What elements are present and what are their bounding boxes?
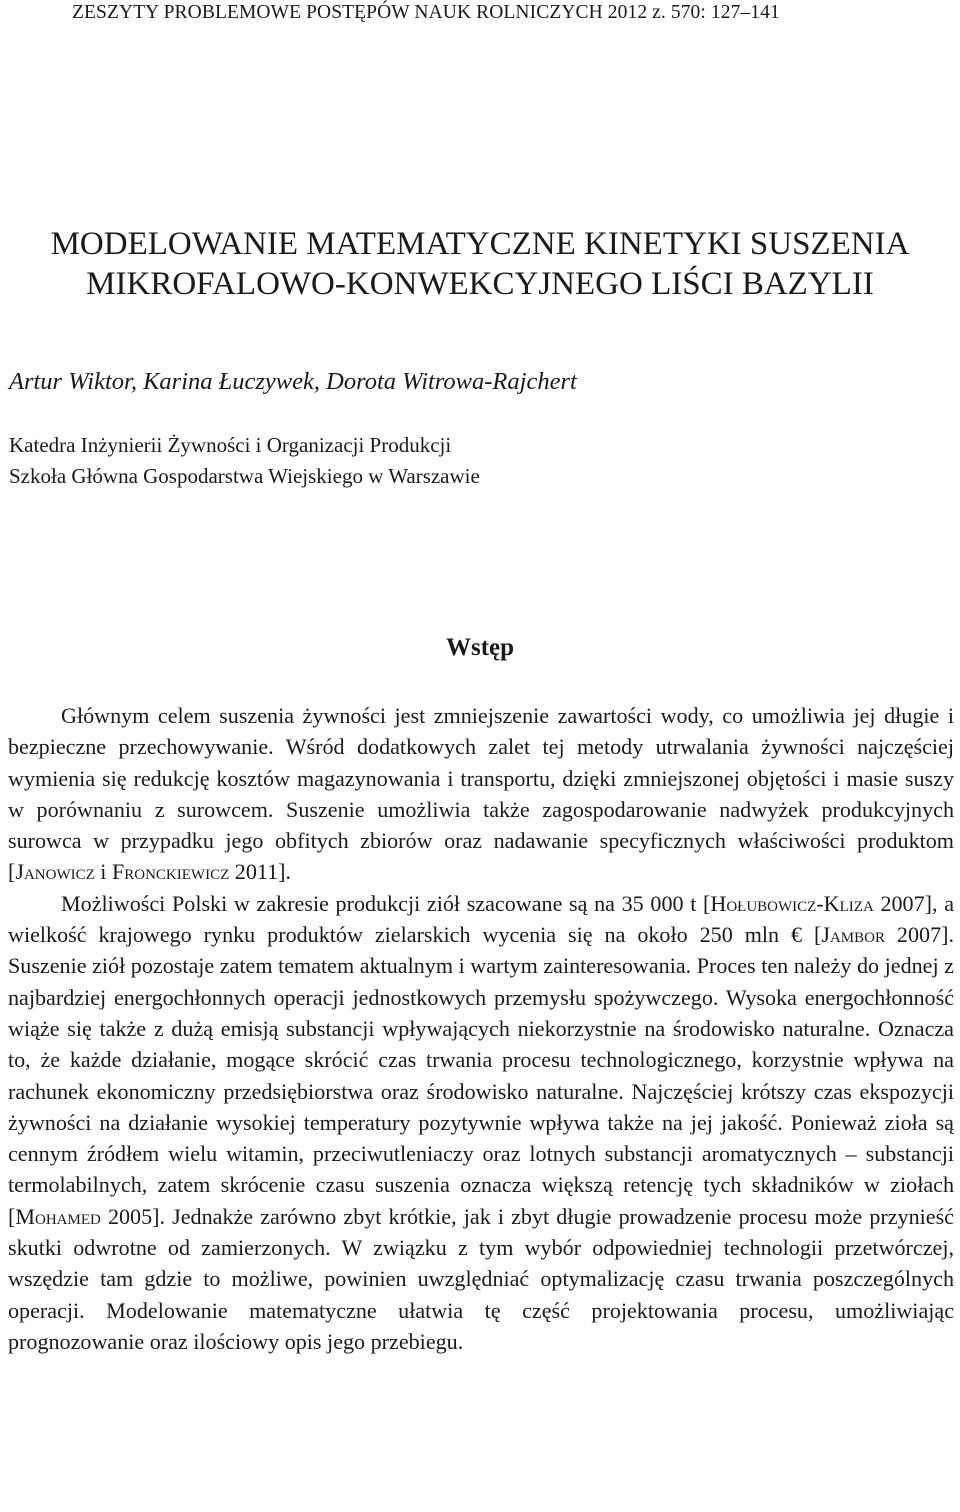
section-heading: Wstęp bbox=[445, 634, 515, 661]
paragraph: Możliwości Polski w zakresie produkcji ziół szacowane są na 35 000 t [Hołubowicz-Kliza 2007], a wielkość krajowego rynku produktów zielarskich wycenia się na około 250 mln € [Jambor 2007]. Suszenie ziół pozostaje zatem tematem aktualnym i wartym zainteresowania. Proces ten należy do jednej z najbardziej energochłonnych operacji jednostkowych przemysłu spożywczego. Wysoka energochłonność wiąże się także z dużą emisją substancji wpływających niekorzystnie na środowisko naturalne. Oznacza to, że każde działanie, mogące skrócić czas trwania procesu technologicznego, korzystnie wpływa na rachunek ekonomiczny przedsiębiorstwa oraz środowisko naturalne. Najczęściej krótszy czas ekspozycji żywności na działanie wysokiej temperatury pozytywnie wpływa także na jej jakość. Ponieważ zioła są cennym źródłem wielu witamin, przeciwutleniaczy oraz lotnych substancji aromatycznych – substancji termolabilnych, zatem skrócenie czasu suszenia oznacza większą retencję tych składników w ziołach [Mohamed 2005]. Jednakże zarówno zbyt krótkie, jak i zbyt długie prowadzenie procesu może przynieść skutki odwrotne od zamierzonych. W związku z tym wybór odpowiedniej technologii przetwórczej, wszędzie tam gdzie to możliwe, powinien uwzględniać optymalizację czasu trwania poszczególnych operacji. Modelowanie matematyczne ułatwia tę część projektowania procesu, umożliwiając prognozowanie oraz ilościowy opis jego przebiegu. bbox=[8, 890, 955, 1354]
authors: Artur Wiktor, Karina Łuczywek, Dorota Witrowa-Rajchert bbox=[9, 368, 577, 395]
running-header: ZESZYTY PROBLEMOWE POSTĘPÓW NAUK ROLNICZYCH 2012 z. 570: 127–141 bbox=[72, 2, 780, 23]
affiliation-department: Katedra Inżynierii Żywności i Organizacji Produkcji bbox=[9, 433, 452, 457]
citation-author: Jambor bbox=[821, 922, 885, 948]
affiliation-university: Szkoła Główna Gospodarstwa Wiejskiego w Warszawie bbox=[9, 464, 480, 488]
citation-author: Hołubowicz-Kliza bbox=[710, 890, 874, 916]
citation-author: Mohamed bbox=[15, 1203, 101, 1229]
article-title-line-1: MODELOWANIE MATEMATYCZNE KINETYKI SUSZENIA bbox=[50, 226, 910, 262]
citation-author: Janowicz bbox=[15, 859, 95, 885]
body-text bbox=[8, 700, 954, 1357]
citation-author: Fronckiewicz bbox=[111, 859, 230, 885]
paragraph: Głównym celem suszenia żywności jest zmniejszenie zawartości wody, co umożliwia jej długie i bezpieczne przechowywanie. Wśród dodatkowych zalet tej metody utrwalania żywności najczęściej wymienia się redukcję kosztów magazynowania i transportu, dzięki zmniejszonej objętości i masie suszy w porównaniu z surowcem. Suszenie umożliwia także zagospodarowanie nadwyżek produkcyjnych surowca w przypadku jego obfitych zbiorów oraz nadawanie specyficznych właściwości produktom [Janowicz i Fronckiewicz 2011]. bbox=[8, 703, 954, 885]
article-title-line-2: MIKROFALOWO-KONWEKCYJNEGO LIŚCI BAZYLII bbox=[86, 266, 874, 302]
